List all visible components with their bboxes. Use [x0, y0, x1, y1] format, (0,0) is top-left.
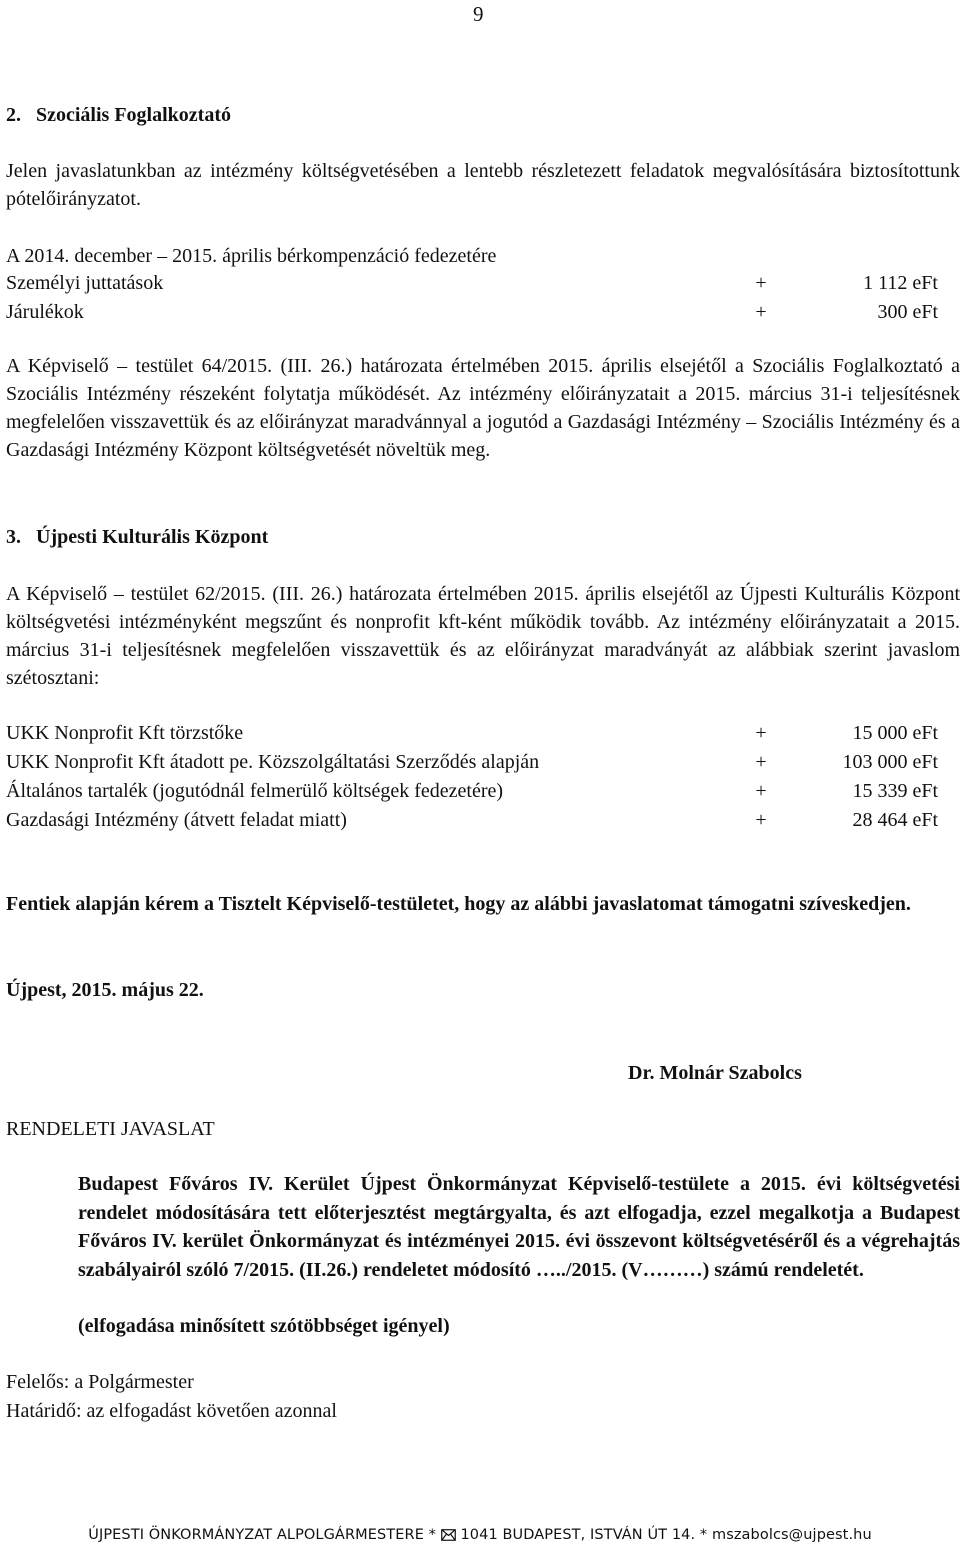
- distribution-row-label: UKK Nonprofit Kft törzstőke: [6, 722, 244, 744]
- budget-row: [6, 268, 938, 298]
- budget-row-sign: +: [755, 272, 767, 294]
- distribution-row-label: Gazdasági Intézmény (átvett feladat miatt): [6, 809, 347, 831]
- footer-address: 1041 BUDAPEST, ISTVÁN ÚT 14. * mszabolcs@ujpest.hu: [460, 1527, 872, 1543]
- budget-row-label: Személyi juttatások: [6, 272, 164, 294]
- section-2-body: A Képviselő – testület 64/2015. (III. 26.) határozata értelmében 2015. április elsejétől a Szociális Foglalkoztató a Szociális Intézmény részeként folytatja működését. Az intézmény előirányzatait a 2015. március 31-i teljesítésnek megfelelően visszavettük és az előirányzat maradvánnyal a jogutód a Gazdasági Intézmény – Szociális Intézmény és a Gazdasági Intézmény Központ költségvetését növeltük meg.: [6, 355, 960, 461]
- decree-title: RENDELETI JAVASLAT: [6, 1118, 215, 1140]
- footer-office: ÚJPESTI ÖNKORMÁNYZAT ALPOLGÁRMESTERE *: [88, 1527, 437, 1543]
- page-number: 9: [473, 2, 484, 26]
- distribution-row-sign: +: [755, 751, 767, 773]
- budget-row-sign: +: [755, 301, 767, 323]
- budget-row-label: Járulékok: [6, 301, 84, 323]
- responsible-line: Felelős: a Polgármester: [6, 1371, 194, 1393]
- distribution-row-amount: 15 339 eFt: [852, 780, 938, 802]
- distribution-row: [6, 805, 938, 835]
- compensation-title: A 2014. december – 2015. április bérkompenzáció fedezetére: [6, 245, 497, 267]
- distribution-row-sign: +: [755, 809, 767, 831]
- distribution-row-amount: 15 000 eFt: [852, 722, 938, 744]
- request-text: Fentiek alapján kérem a Tisztelt Képviselő-testületet, hogy az alábbi javaslatomat támogatni szíveskedjen.: [6, 893, 911, 915]
- distribution-row-amount: 103 000 eFt: [842, 751, 938, 773]
- envelope-icon: [441, 1529, 456, 1541]
- section-2-intro: Jelen javaslatunkban az intézmény költségvetésében a lentebb részletezett feladatok megvalósítására biztosítottunk pótelőirányzatot.: [6, 160, 960, 210]
- distribution-row-label: UKK Nonprofit Kft átadott pe. Közszolgáltatási Szerződés alapján: [6, 751, 540, 773]
- budget-row-amount: 300 eFt: [877, 301, 938, 323]
- distribution-row: [6, 747, 938, 777]
- section-3-body: A Képviselő – testület 62/2015. (III. 26.) határozata értelmében 2015. április elsejétől az Újpesti Kulturális Központ költségvetési intézményként megszűnt és nonprofit kft-ként működik tovább. Az intézmény előirányzatait a 2015. március 31-i teljesítésnek megfelelően visszavettük és az előirányzat maradványát az alábbiak szerint javaslom szétosztani:: [6, 583, 960, 689]
- distribution-row: [6, 718, 938, 748]
- place-date: Újpest, 2015. május 22.: [6, 979, 204, 1001]
- signatory-name: Dr. Molnár Szabolcs: [628, 1062, 802, 1084]
- decree-text: Budapest Főváros IV. Kerület Újpest Önkormányzat Képviselő-testülete a 2015. évi költségvetési rendelet módosítására tett előterjesztést megtárgyalta, és azt elfogadja, ezzel megalkotja a Budapest Főváros IV. kerület Önkormányzat és intézményei 2015. évi összevont költségvetéséről és a végrehajtás szabályairól szóló 7/2015. (II.26.) rendeletet módosító …../2015. (V………) számú rendeletét.: [78, 1173, 960, 1281]
- decree-note: (elfogadása minősített szótöbbséget igényel): [78, 1315, 450, 1337]
- distribution-row-sign: +: [755, 780, 767, 802]
- distribution-row-label: Általános tartalék (jogutódnál felmerülő költségek fedezetére): [6, 780, 504, 802]
- section-2-heading: 2. Szociális Foglalkoztató: [6, 104, 231, 126]
- budget-row-amount: 1 112 eFt: [863, 272, 938, 294]
- budget-row: [6, 297, 938, 327]
- section-3-heading: 3. Újpesti Kulturális Központ: [6, 526, 269, 548]
- distribution-row-amount: 28 464 eFt: [852, 809, 938, 831]
- distribution-row-sign: +: [755, 722, 767, 744]
- footer: [0, 1527, 960, 1543]
- deadline-line: Határidő: az elfogadást követően azonnal: [6, 1400, 337, 1422]
- distribution-row: [6, 776, 938, 806]
